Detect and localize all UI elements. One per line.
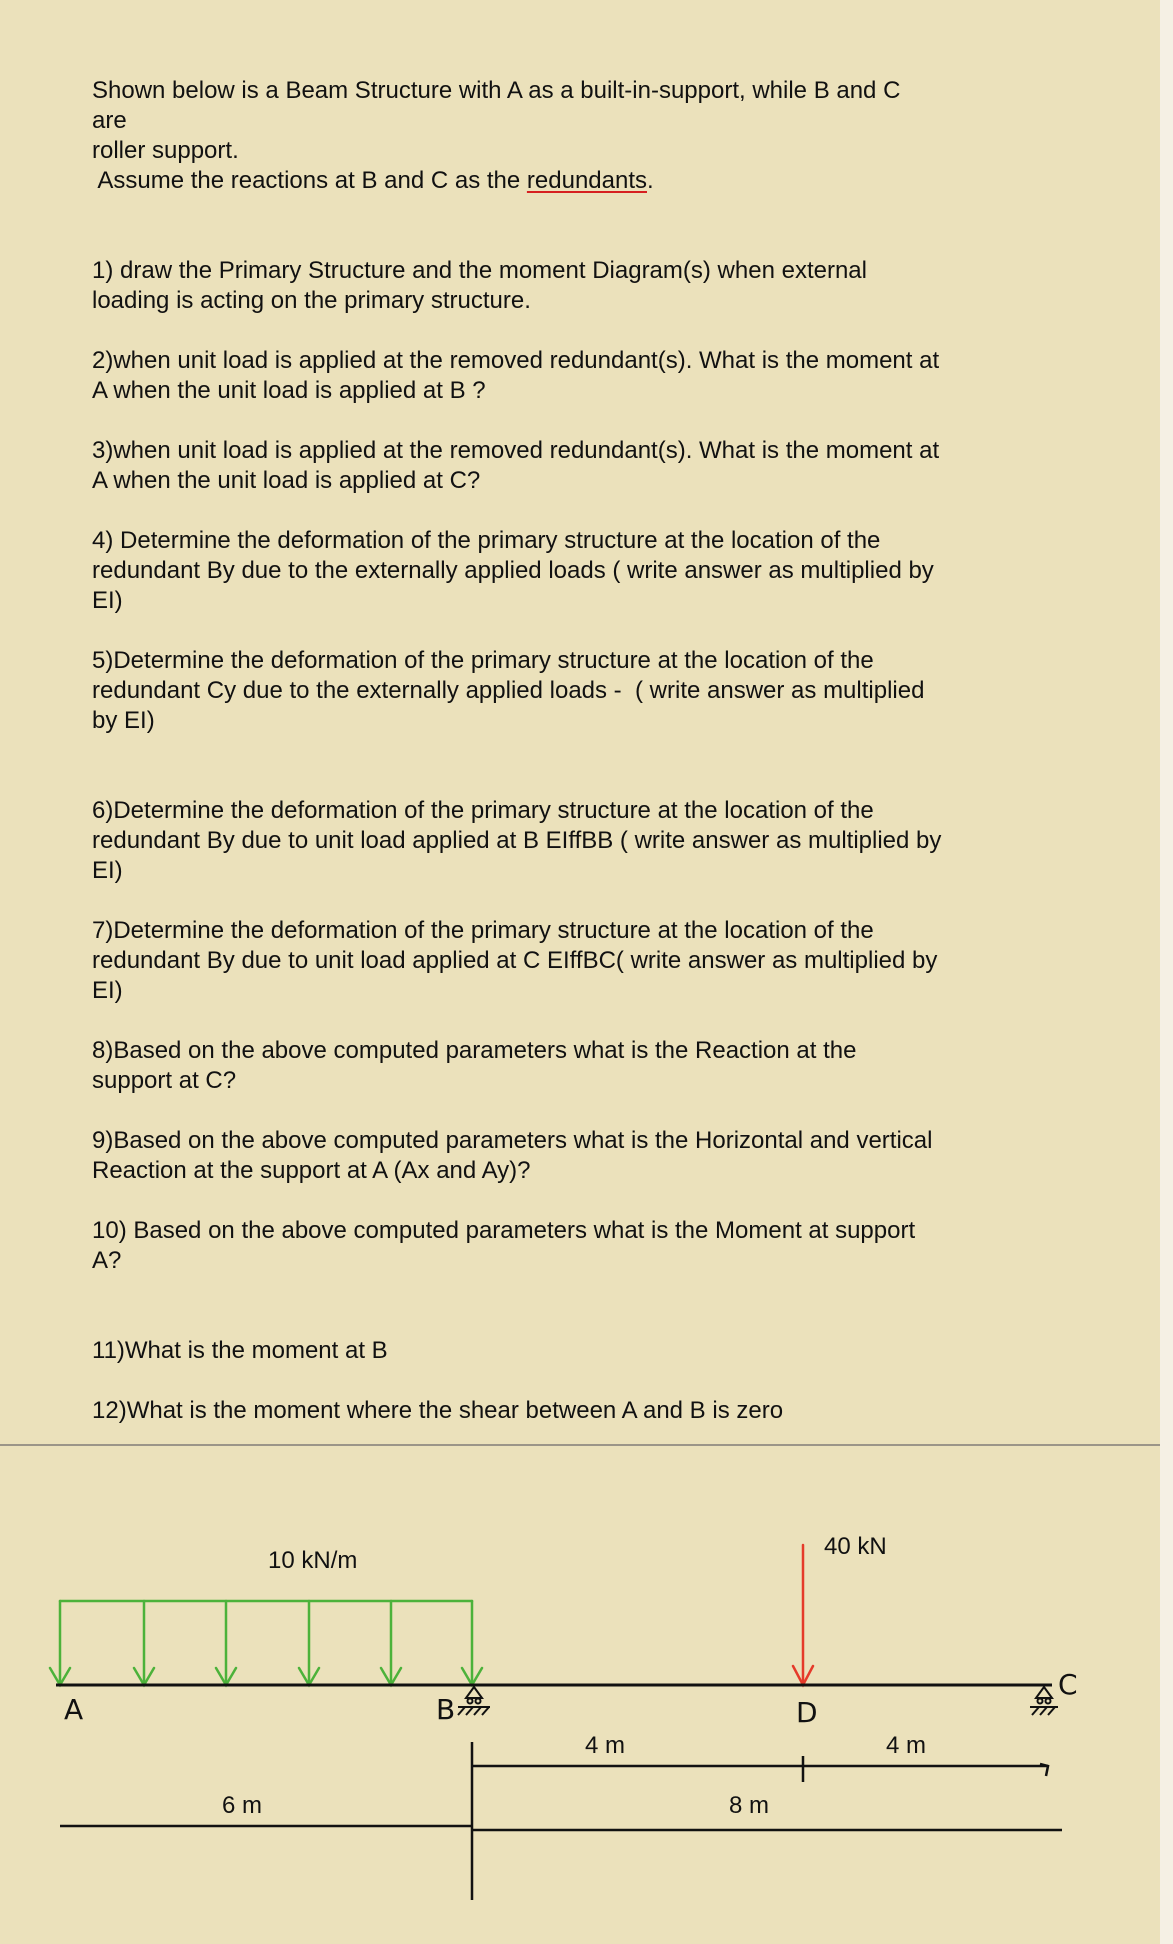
intro-line-1: Shown below is a Beam Structure with A as a built-in-support, while B and C bbox=[92, 77, 901, 104]
dimension-line-bdc bbox=[472, 1756, 1048, 1782]
problem-text bbox=[92, 76, 1012, 1426]
intro-line-2: are bbox=[92, 107, 127, 134]
label-d: D bbox=[796, 1696, 818, 1729]
point-load-arrow bbox=[793, 1545, 813, 1685]
label-b: B bbox=[436, 1693, 456, 1726]
intro-line-4 bbox=[92, 166, 1012, 196]
load-arrow bbox=[50, 1601, 70, 1685]
question-9: 9)Based on the above computed parameters what is the Horizontal and vertical Reaction at the support at A (Ax and Ay)? bbox=[92, 1127, 933, 1184]
intro-line-3: roller support. bbox=[92, 137, 239, 164]
roller-support-b bbox=[458, 1687, 490, 1715]
question-10: 10) Based on the above computed parameters what is the Moment at support A? bbox=[92, 1217, 916, 1274]
question-1: 1) draw the Primary Structure and the moment Diagram(s) when external loading is acting on the primary structure. bbox=[92, 257, 867, 314]
question-7: 7)Determine the deformation of the primary structure at the location of the redundant By due to unit load applied at C EIffBC( write answer as multiplied by EI) bbox=[92, 917, 938, 1004]
load-arrow bbox=[462, 1601, 482, 1685]
question-12: 12)What is the moment where the shear between A and B is zero bbox=[92, 1397, 784, 1424]
load-arrow bbox=[299, 1601, 319, 1685]
dimension-bd: 4 m bbox=[585, 1732, 626, 1759]
load-arrow bbox=[381, 1601, 401, 1685]
redundants-word: redundants bbox=[526, 167, 647, 194]
question-5: 5)Determine the deformation of the primary structure at the location of the redundant Cy due to the externally applied loads - ( write answer as multiplied by EI) bbox=[92, 647, 925, 734]
dimension-dc: 4 m bbox=[886, 1732, 927, 1759]
load-arrow bbox=[216, 1601, 236, 1685]
beam-diagram bbox=[0, 1446, 1160, 1944]
point-load-label: 40 kN bbox=[824, 1533, 887, 1560]
label-c: C bbox=[1058, 1668, 1078, 1701]
page-edge bbox=[1160, 0, 1173, 1944]
intro-line-4-suffix: . bbox=[647, 167, 654, 194]
load-arrow bbox=[134, 1601, 154, 1685]
roller-support-c bbox=[1030, 1687, 1058, 1715]
distributed-load-label: 10 kN/m bbox=[268, 1547, 358, 1574]
question-11: 11)What is the moment at B bbox=[92, 1337, 388, 1364]
question-2: 2)when unit load is applied at the removed redundant(s). What is the moment at A when the unit load is applied at B ? bbox=[92, 347, 940, 404]
question-6: 6)Determine the deformation of the primary structure at the location of the redundant By due to unit load applied at B EIffBB ( write answer as multiplied by EI) bbox=[92, 797, 942, 884]
intro-line-4-prefix: Assume the reactions at B and C as the bbox=[92, 167, 527, 194]
question-3: 3)when unit load is applied at the removed redundant(s). What is the moment at A when the unit load is applied at C? bbox=[92, 437, 940, 494]
distributed-load bbox=[50, 1601, 482, 1685]
question-8: 8)Based on the above computed parameters what is the Reaction at the support at C? bbox=[92, 1037, 857, 1094]
dimension-ab: 6 m bbox=[222, 1792, 263, 1819]
dimension-bc: 8 m bbox=[729, 1792, 770, 1819]
label-a: A bbox=[64, 1693, 84, 1726]
question-4: 4) Determine the deformation of the primary structure at the location of the redundant By due to the externally applied loads ( write answer as multiplied by EI) bbox=[92, 527, 934, 614]
